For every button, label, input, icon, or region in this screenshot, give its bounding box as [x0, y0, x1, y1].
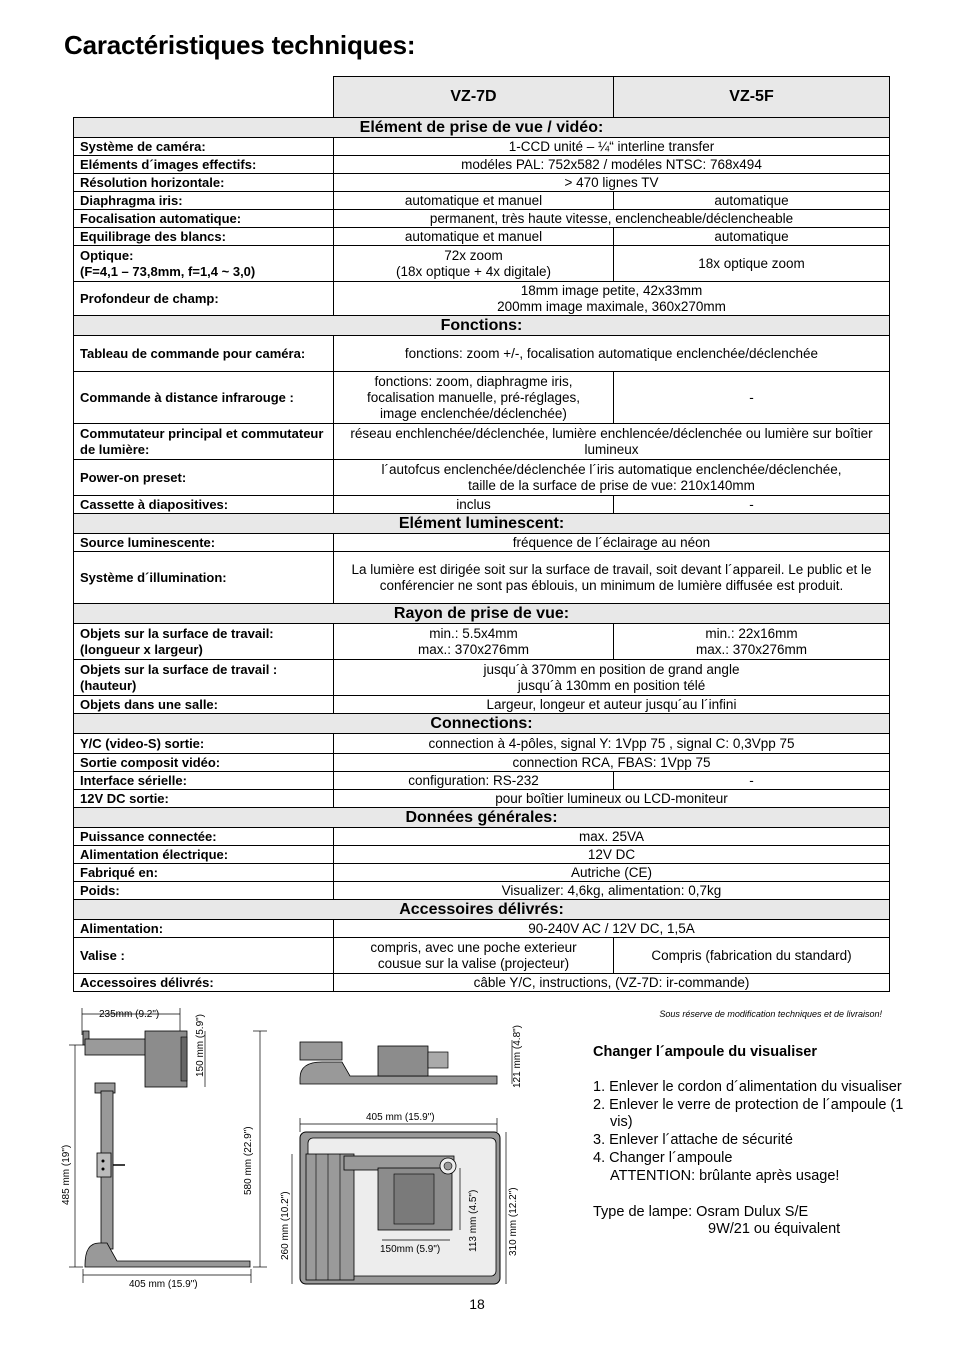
side-base-width-label: 405 mm (15.9") [129, 1279, 198, 1290]
section-title: Données générales: [74, 808, 890, 828]
spec-label: Système d´illumination: [74, 552, 334, 604]
spec-row [74, 282, 890, 316]
spec-value: fréquence de l´éclairage au néon [334, 534, 890, 552]
spec-value: modéles PAL: 752x582 / modéles NTSC: 768x494 [334, 156, 890, 174]
spec-value: La lumière est dirigée soit sur la surface de travail, soit devant l´appareil. Le public et le conférencier ne sont pas éblouis, un minimum de lumière diffusée est produit. [334, 552, 890, 604]
spec-row [74, 424, 890, 460]
spec-label: Eléments d´images effectifs: [74, 156, 334, 174]
section-title: Fonctions: [74, 316, 890, 336]
section-title: Accessoires délivrés: [74, 900, 890, 920]
spec-label: Système de caméra: [74, 138, 334, 156]
spec-row [74, 228, 890, 246]
spec-row [74, 336, 890, 372]
spec-label: Résolution horizontale: [74, 174, 334, 192]
spec-value: câble Y/C, instructions, (VZ-7D: ir-commande) [334, 974, 890, 992]
spec-label: Interface sérielle: [74, 772, 334, 790]
spec-row [74, 246, 890, 282]
spec-value-vz7d: automatique et manuel [334, 192, 614, 210]
spec-value-vz5f: automatique [614, 192, 890, 210]
section-header-row [74, 118, 890, 138]
page-title: Caractéristiques techniques: [64, 30, 416, 60]
spec-value: connection RCA, FBAS: 1Vpp 75 [334, 754, 890, 772]
spec-value: 1-CCD unité – ¼“ interline transfer [334, 138, 890, 156]
spec-row [74, 696, 890, 714]
spec-label: Objets sur la surface de travail: (longueur x largeur) [74, 624, 334, 660]
top-lamp-depth-label: 113 mm (4.5") [468, 1189, 479, 1252]
spec-label: Tableau de commande pour caméra: [74, 336, 334, 372]
spec-value: > 470 lignes TV [334, 174, 890, 192]
spec-row [74, 552, 890, 604]
spec-row [74, 534, 890, 552]
spec-row [74, 496, 890, 514]
spec-row [74, 624, 890, 660]
spec-value-vz5f: min.: 22x16mm max.: 370x276mm [614, 624, 890, 660]
spec-value: 90-240V AC / 12V DC, 1,5A [334, 920, 890, 938]
spec-row [74, 974, 890, 992]
spec-row [74, 210, 890, 228]
spec-row [74, 828, 890, 846]
model-header-vz5f: VZ-5F [614, 77, 890, 118]
spec-value: permanent, très haute vitesse, enclencheable/déclencheable [334, 210, 890, 228]
spec-label: Alimentation électrique: [74, 846, 334, 864]
spec-label: Sortie composit vidéo: [74, 754, 334, 772]
spec-label: Objets sur la surface de travail : (hauteur) [74, 660, 334, 696]
spec-label: Commande à distance infrarouge : [74, 372, 334, 424]
spec-value-vz5f: Compris (fabrication du standard) [614, 938, 890, 974]
spec-label: Fabriqué en: [74, 864, 334, 882]
spec-row [74, 138, 890, 156]
spec-value: 12V DC [334, 846, 890, 864]
spec-label: Optique: (F=4,1 – 73,8mm, f=1,4 ~ 3,0) [74, 246, 334, 282]
spec-row [74, 920, 890, 938]
spec-label: Power-on preset: [74, 460, 334, 496]
side-view-figure [55, 1005, 275, 1295]
spec-row [74, 882, 890, 900]
top-depth-label: 260 mm (10.2") [280, 1191, 291, 1260]
spec-value: pour boîtier lumineux ou LCD-moniteur [334, 790, 890, 808]
model-header-vz7d: VZ-7D [334, 77, 614, 118]
spec-value: 18mm image petite, 42x33mm 200mm image maximale, 360x270mm [334, 282, 890, 316]
spec-row [74, 772, 890, 790]
spec-label: Diaphragma iris: [74, 192, 334, 210]
spec-row [74, 192, 890, 210]
spec-value: l´autofcus enclenchée/déclenchée l´iris automatique enclenchée/déclenchée, taille de la surface de prise de vue: 210x140mm [334, 460, 890, 496]
instruction-step: 3. Enlever l´attache de sécurité [593, 1132, 793, 1149]
spec-label: Accessoires délivrés: [74, 974, 334, 992]
spec-row [74, 790, 890, 808]
spec-value-vz7d: 72x zoom (18x optique + 4x digitale) [334, 246, 614, 282]
section-header-row [74, 808, 890, 828]
top-width-label: 405 mm (15.9") [366, 1112, 435, 1123]
spec-value-vz7d: configuration: RS-232 [334, 772, 614, 790]
spec-label: Objets dans une salle: [74, 696, 334, 714]
spec-row [74, 372, 890, 424]
spec-label: Profondeur de champ: [74, 282, 334, 316]
spec-label: Commutateur principal et commutateur de lumière: [74, 424, 334, 460]
top-profile-height-label: 121 mm (4.8") [512, 1024, 523, 1088]
section-header-row [74, 900, 890, 920]
section-title: Rayon de prise de vue: [74, 604, 890, 624]
spec-value-vz5f: 18x optique zoom [614, 246, 890, 282]
spec-value: réseau enchlenchée/déclenchée, lumière enchlencée/déclenchée ou lumière sur boîtier lumineux [334, 424, 890, 460]
spec-label: Alimentation: [74, 920, 334, 938]
spec-row [74, 734, 890, 754]
side-width-top-label: 235mm (9.2") [99, 1009, 160, 1020]
section-title: Elément luminescent: [74, 514, 890, 534]
section-header-row [74, 316, 890, 336]
spec-label: Source luminescente: [74, 534, 334, 552]
spec-label: Equilibrage des blancs: [74, 228, 334, 246]
spec-row [74, 754, 890, 772]
spec-value-vz7d: automatique et manuel [334, 228, 614, 246]
modification-note: Sous réserve de modification techniques et de livraison! [659, 1009, 882, 1019]
instruction-step: 2. Enlever le verre de protection de l´ampoule (1 vis) [593, 1096, 904, 1131]
spec-value-vz7d: compris, avec une poche exterieur cousue sur la valise (projecteur) [334, 938, 614, 974]
side-arm-height-label: 580 mm (22.9") [243, 1126, 254, 1195]
spec-row [74, 864, 890, 882]
spec-row [74, 174, 890, 192]
model-header-row [74, 77, 890, 118]
spec-row [74, 156, 890, 174]
spec-value-vz7d: min.: 5.5x4mm max.: 370x276mm [334, 624, 614, 660]
section-title: Elément de prise de vue / vidéo: [74, 118, 890, 138]
spec-row [74, 938, 890, 974]
spec-value: Largeur, longeur et auteur jusqu´au l´infini [334, 696, 890, 714]
spec-value: Autriche (CE) [334, 864, 890, 882]
spec-value-vz7d: fonctions: zoom, diaphragme iris, focalisation manuelle, pré-réglages, image enclenchée/déclenchée) [334, 372, 614, 424]
spec-value: max. 25VA [334, 828, 890, 846]
lamp-type-label: Type de lampe: Osram Dulux S/E [593, 1203, 809, 1220]
spec-value: connection à 4-pôles, signal Y: 1Vpp 75 , signal C: 0,3Vpp 75 [334, 734, 890, 754]
top-lamp-width-label: 150mm (5.9") [380, 1244, 441, 1255]
spec-label: Y/C (video-S) sortie: [74, 734, 334, 754]
spec-table [73, 76, 890, 992]
lamp-type-value: 9W/21 ou équivalent [708, 1221, 841, 1238]
side-total-height-label: 485 mm (19") [61, 1144, 72, 1205]
side-head-height-label: 150 mm (5.9") [195, 1013, 206, 1077]
spec-label: Puissance connectée: [74, 828, 334, 846]
spec-label: Focalisation automatique: [74, 210, 334, 228]
spec-row [74, 846, 890, 864]
spec-row [74, 660, 890, 696]
spec-label: Poids: [74, 882, 334, 900]
section-header-row [74, 514, 890, 534]
section-title: Connections: [74, 714, 890, 734]
spec-label: Cassette à diapositives: [74, 496, 334, 514]
section-header-row [74, 714, 890, 734]
spec-value: jusqu´à 370mm en position de grand angle jusqu´à 130mm en position télé [334, 660, 890, 696]
instruction-step: 4. Changer l´ampoule ATTENTION: brûlante après usage! [593, 1149, 840, 1184]
header-blank-cell [74, 77, 334, 118]
page-number: 18 [469, 1296, 485, 1312]
spec-value-vz5f: - [614, 772, 890, 790]
spec-value-vz7d: inclus [334, 496, 614, 514]
instructions-title: Changer l´ampoule du visualiser [593, 1044, 817, 1060]
spec-value-vz5f: - [614, 496, 890, 514]
lamp-change-instructions [593, 1044, 923, 1239]
spec-value-vz5f: automatique [614, 228, 890, 246]
top-view-figure [280, 1024, 542, 1292]
spec-value: fonctions: zoom +/-, focalisation automatique enclenchée/déclenchée [334, 336, 890, 372]
section-header-row [74, 604, 890, 624]
spec-label: 12V DC sortie: [74, 790, 334, 808]
spec-value-vz5f: - [614, 372, 890, 424]
instruction-step: 1. Enlever le cordon d´alimentation du visualiser [593, 1078, 902, 1095]
top-outer-depth-label: 310 mm (12.2") [508, 1187, 519, 1256]
spec-value: Visualizer: 4,6kg, alimentation: 0,7kg [334, 882, 890, 900]
spec-row [74, 460, 890, 496]
spec-label: Valise : [74, 938, 334, 974]
